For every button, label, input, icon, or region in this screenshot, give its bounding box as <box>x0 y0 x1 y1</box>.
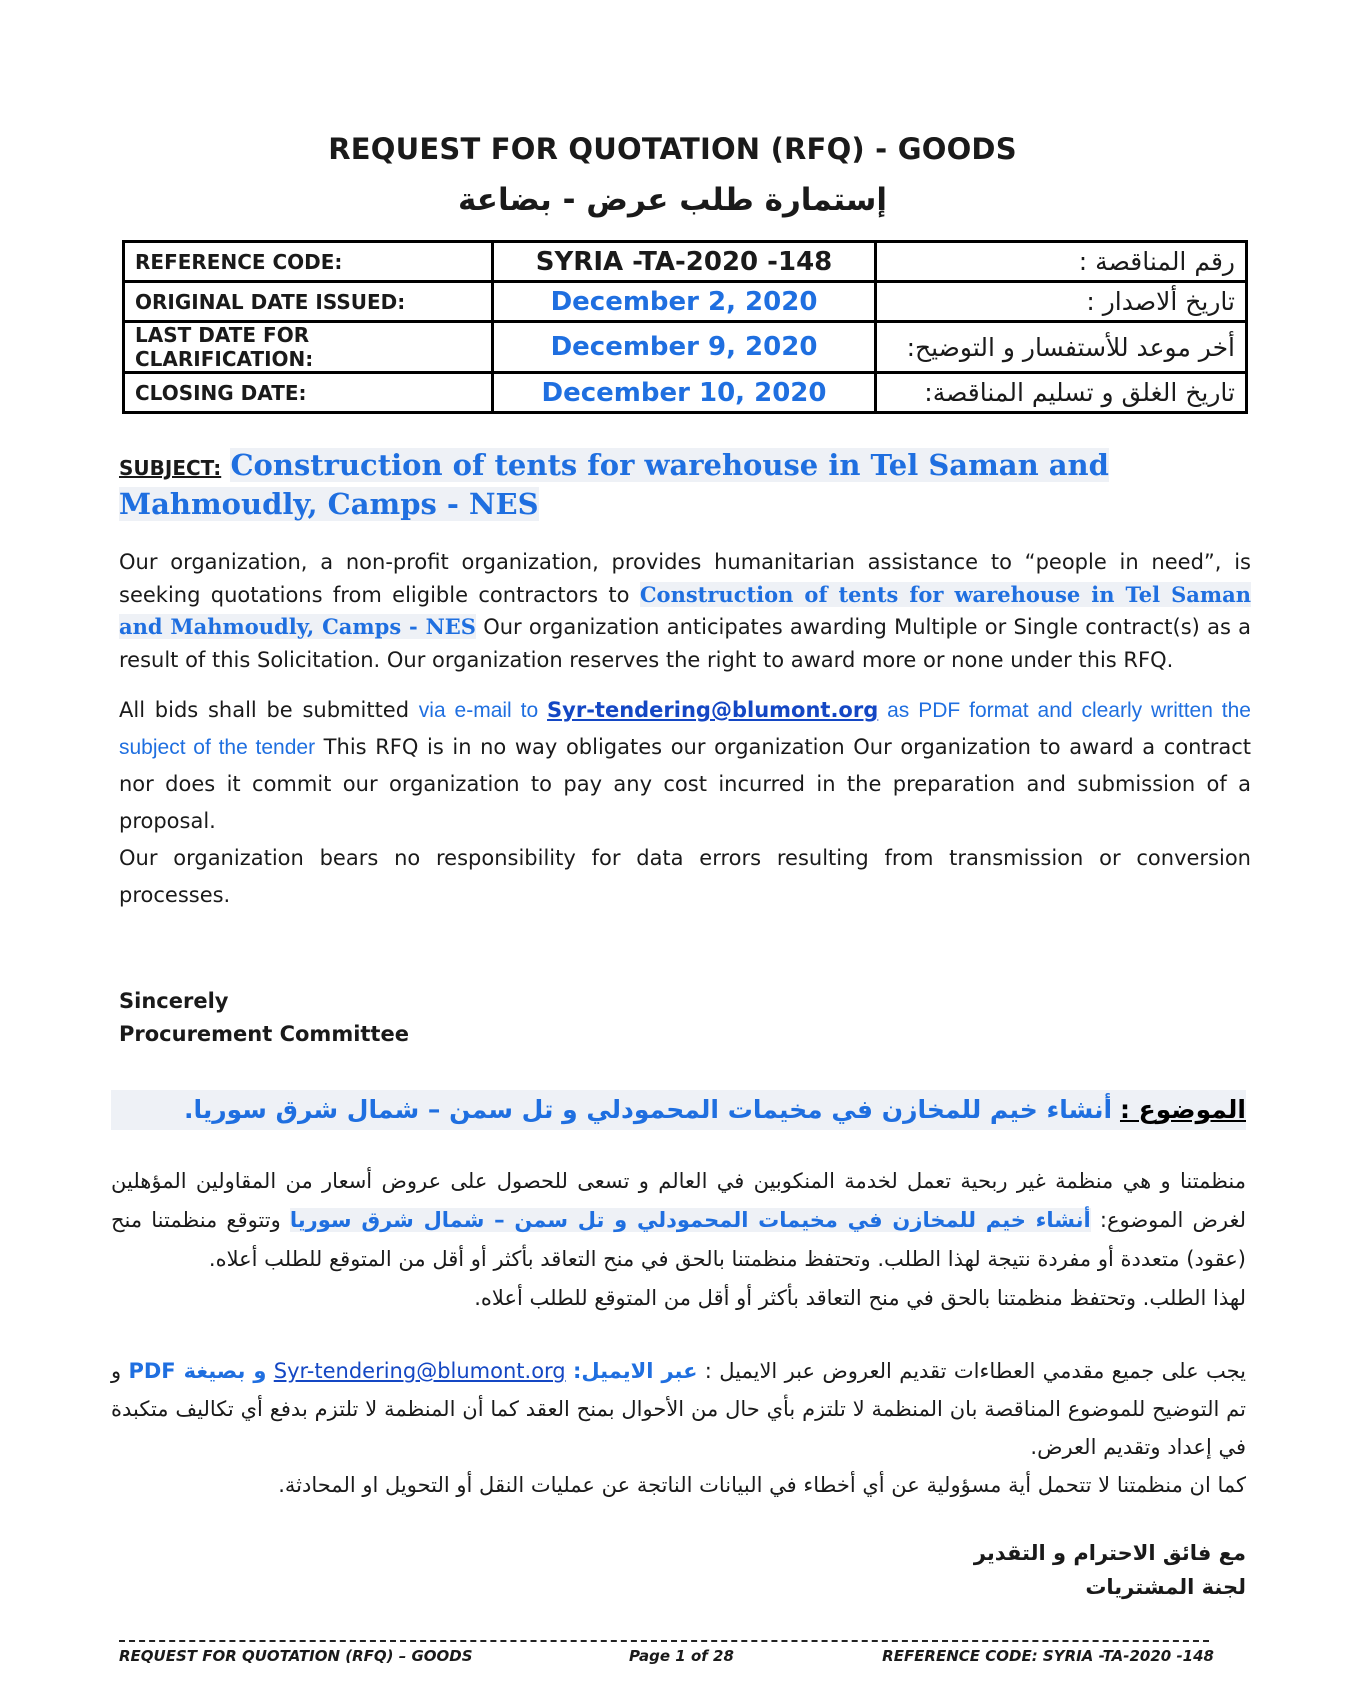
arabic-signature-greeting: مع فائق الاحترام و التقدير <box>973 1541 1246 1565</box>
arabic-submission-paragraph <box>111 1352 1246 1504</box>
reference-code-value: SYRIA -TA-2020 -148 <box>493 242 876 282</box>
date-issued-label-ar: تاريخ ألاصدار : <box>876 282 1247 322</box>
submission-text-c: Our organization bears no responsibility for data errors resulting from transmission or conversion processes. <box>119 846 1251 907</box>
signature-block <box>119 985 409 1051</box>
document-title-ar: إستمارة طلب عرض - بضاعة <box>457 182 887 218</box>
submission-text-b: This RFQ is in no way obligates our organization Our organization to award a contract nor does it commit our organization to pay any cost incurred in the preparation and submission of a proposal. <box>119 735 1251 833</box>
table-row <box>124 282 1247 322</box>
intro-paragraph <box>119 546 1251 676</box>
intro-text-b: Our organization anticipates awarding Multiple or Single contract(s) as a result of this Solicitation. Our organization reserves the right to award more or none under this RFQ. <box>119 615 1251 672</box>
arabic-signature-block <box>111 1536 1246 1604</box>
arabic-submission-blue-b: و بصيغة PDF <box>128 1359 267 1383</box>
table-row <box>124 373 1247 413</box>
submission-paragraph <box>119 692 1251 914</box>
clarification-date-label: LAST DATE FOR CLARIFICATION: <box>124 322 493 373</box>
email-link[interactable]: Syr-tendering@blumont.org <box>547 698 879 722</box>
arabic-submission-c: كما ان منظمتنا لا تتحمل أية مسؤولية عن أي أخطاء في البيانات الناتجة عن عمليات النقل أو التحويل او المحادثة. <box>278 1473 1246 1497</box>
clarification-date-value: December 9, 2020 <box>493 322 876 373</box>
arabic-submission-a: يجب على جميع مقدمي العطاءات تقديم العروض عبر الايميل : <box>697 1359 1246 1383</box>
closing-date-value: December 10, 2020 <box>493 373 876 413</box>
arabic-subject-text: أنشاء خيم للمخازن في مخيمات المحمودلي و تل سمن – شمال شرق سوريا. <box>183 1095 1113 1124</box>
reference-table <box>122 240 1248 414</box>
arabic-intro-a: منظمتنا و هي منظمة غير ربحية تعمل لخدمة المنكوبين في العالم و تسعى للحصول على عروض أسعار من المقاولين المؤهلين لغرض الموضوع: <box>111 1169 1246 1232</box>
closing-date-label-ar: تاريخ الغلق و تسليم المناقصة: <box>876 373 1247 413</box>
arabic-submission-b: و تم التوضيح للموضوع المناقصة بان المنظمة لا تلتزم بأي حال من الأحوال بمنح العقد كما أن المنظمة لا تلتزم بدفع أي تكاليف متكبدة في إعداد وتقديم العرض. <box>111 1359 1246 1459</box>
arabic-submission-blue-a: عبر الايميل: <box>572 1359 698 1383</box>
intro-text-a: Our organization, a non-profit organization, provides humanitarian assistance to “people in need”, is seeking quotations from eligible contractors to <box>119 550 1251 607</box>
table-row <box>124 242 1247 282</box>
arabic-email-link[interactable]: Syr-tendering@blumont.org <box>273 1359 566 1383</box>
reference-code-label-ar: رقم المناقصة : <box>876 242 1247 282</box>
arabic-intro-highlight: أنشاء خيم للمخازن في مخيمات المحمودلي و تل سمن – شمال شرق سوريا <box>289 1208 1091 1232</box>
submission-blue-b: as PDF format and clearly written the subject of the tender <box>119 699 1251 759</box>
date-issued-value: December 2, 2020 <box>493 282 876 322</box>
arabic-subject-label: الموضوع : <box>1119 1095 1246 1124</box>
arabic-subject-line <box>111 1090 1246 1130</box>
arabic-intro-c: لهذا الطلب. وتحتفظ منظمتنا بالحق في منح التعاقد بأكثر أو أقل من المتوقع للطلب أعلاه. <box>474 1286 1246 1310</box>
closing-date-label: CLOSING DATE: <box>124 373 493 413</box>
reference-code-label: REFERENCE CODE: <box>124 242 493 282</box>
subject-label: SUBJECT: <box>119 456 222 480</box>
signature-greeting: Sincerely <box>119 989 229 1013</box>
footer-divider <box>119 1640 1209 1642</box>
arabic-intro-b: وتتوقع منظمتنا منح (عقود) متعددة أو مفردة نتيجة لهذا الطلب. وتحتفظ منظمتنا بالحق في منح التعاقد بأكثر أو أقل من المتوقع للطلب أعلاه. <box>111 1208 1246 1271</box>
subject-text: Construction of tents for warehouse in Tel Saman and Mahmoudly, Camps - NES <box>119 448 1109 521</box>
submission-text-a: All bids shall be submitted <box>119 698 419 722</box>
date-issued-label: ORIGINAL DATE ISSUED: <box>124 282 493 322</box>
table-row <box>124 322 1247 373</box>
intro-highlight: Construction of tents for warehouse in Tel Saman and Mahmoudly, Camps - NES <box>119 581 1251 639</box>
footer-reference-code: REFERENCE CODE: SYRIA -TA-2020 -148 <box>882 1647 1214 1665</box>
clarification-date-label-ar: أخر موعد للأستفسار و التوضيح: <box>876 322 1247 373</box>
arabic-intro-paragraph <box>111 1162 1246 1318</box>
arabic-signature-committee: لجنة المشتريات <box>1085 1575 1246 1599</box>
submission-blue-a: via e-mail to <box>418 699 548 722</box>
signature-committee: Procurement Committee <box>119 1022 409 1046</box>
footer-page-number: Page 1 of 28 <box>629 1647 734 1665</box>
document-title-en: REQUEST FOR QUOTATION (RFQ) - GOODS <box>328 132 1017 166</box>
footer-doc-type: REQUEST FOR QUOTATION (RFQ) – GOODS <box>119 1647 473 1665</box>
subject-line <box>119 447 1249 522</box>
